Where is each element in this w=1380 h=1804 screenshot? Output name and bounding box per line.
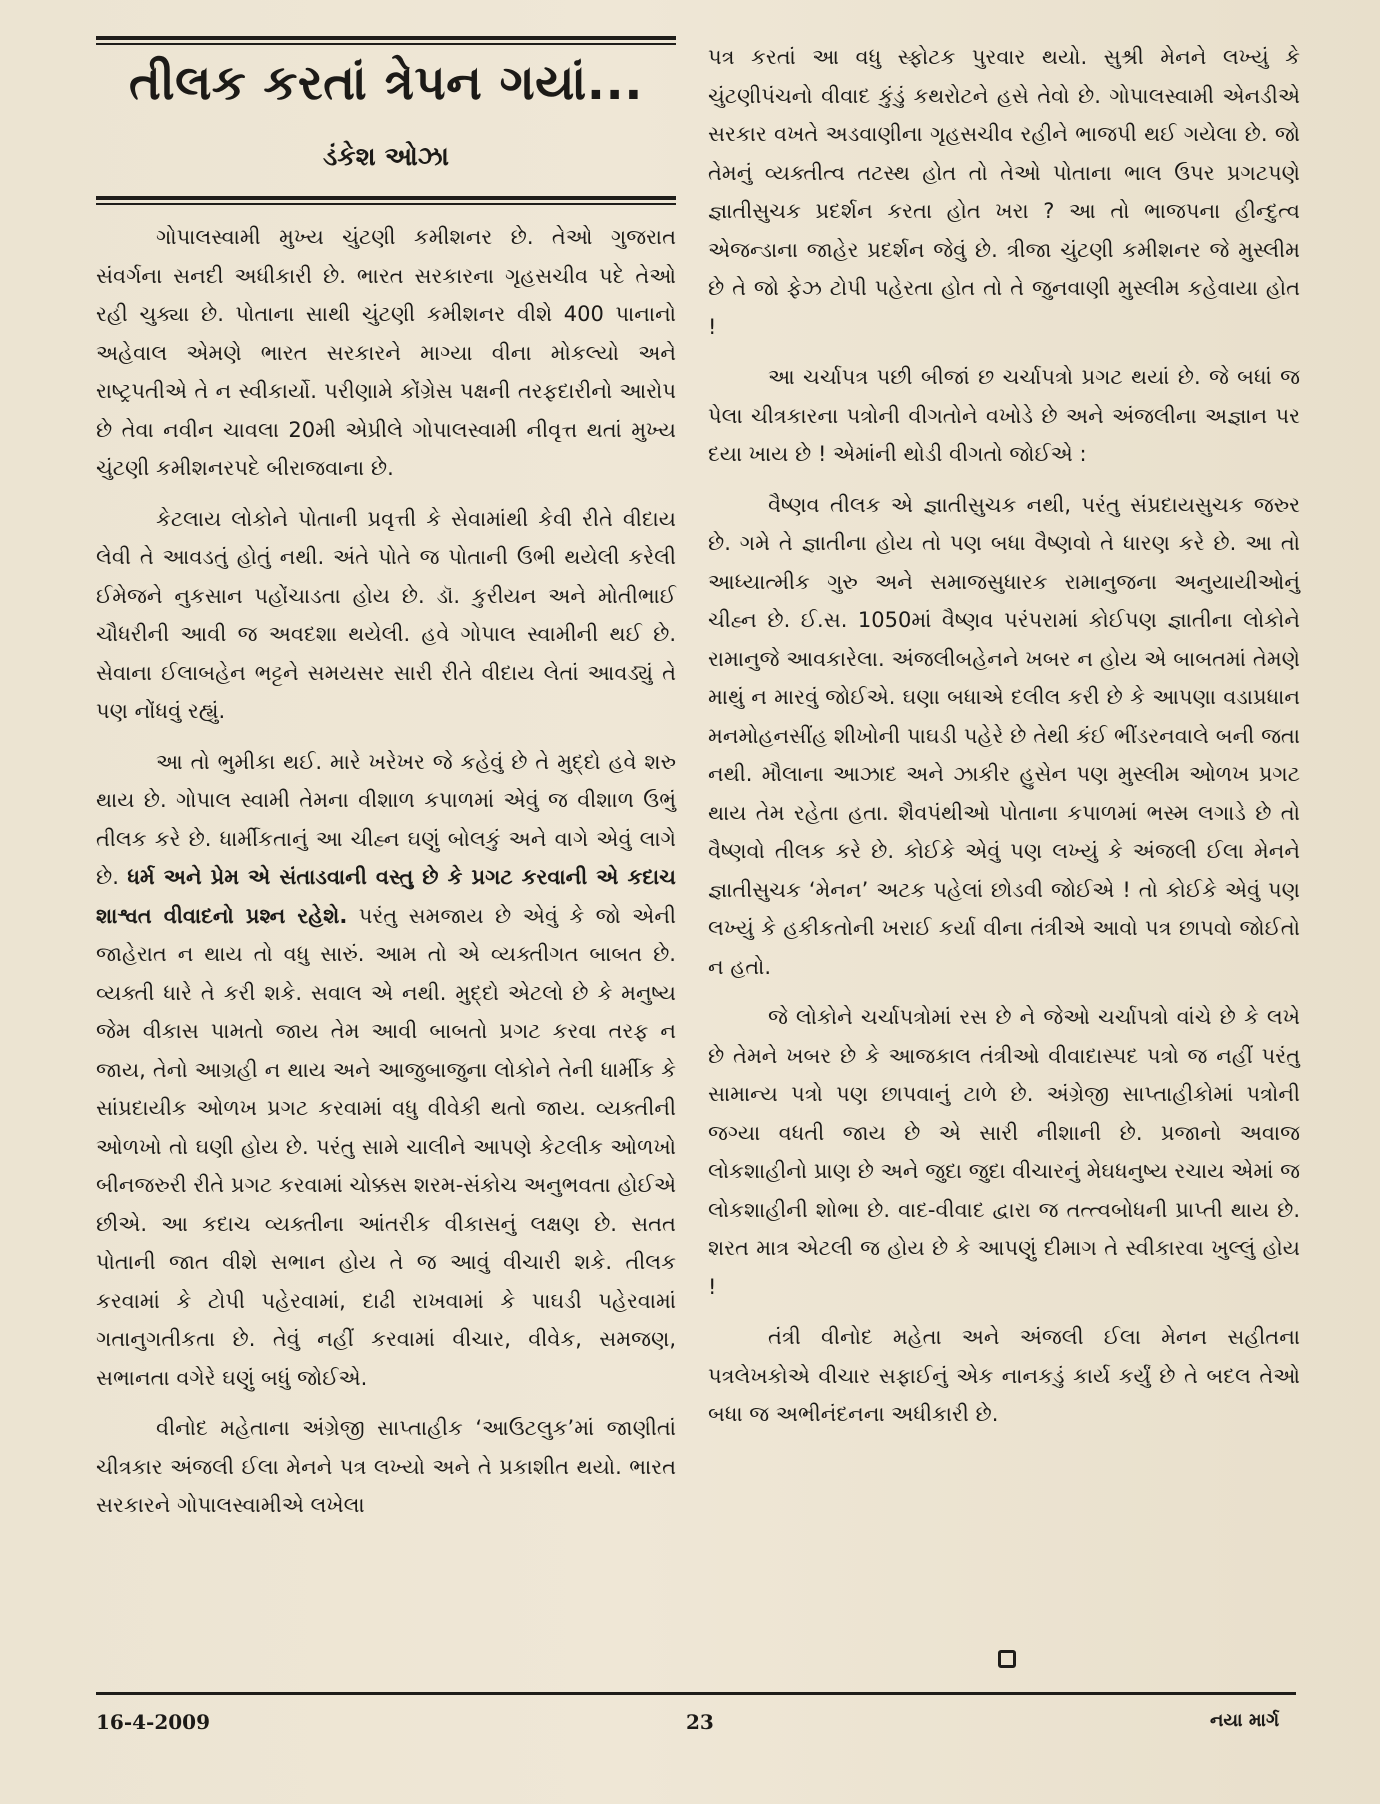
paragraph	[96, 743, 676, 1398]
paragraph-text: આ તો ભુમીકા થઈ. મારે ખરેખર જે કહેવું છે તે મુદ્દો હવે શરુ થાય છે. ગોપાલ સ્વામી તેમના વીશાળ કપાળમાં એવું જ વીશાળ ઉભું તીલક કરે છે. ધાર્મીકતાનું આ ચીહ્ન ઘણું બોલકું અને વાગે એવું લાગે છે.	[96, 749, 676, 889]
paragraph: આ ચર્ચાપત્ર પછી બીજાં છ ચર્ચાપત્રો પ્રગટ થયાં છે. જે બધાં જ પેલા ચીત્રકારના પત્રોની વીગતોને વખોડે છે અને અંજલીના અજ્ઞાન પર દયા ખાય છે ! એમાંની થોડી વીગતો જોઈએ :	[708, 365, 1300, 466]
left-column	[96, 218, 676, 1537]
footer-rule	[96, 1692, 1296, 1695]
paragraph: તંત્રી વીનોદ મહેતા અને અંજલી ઈલા મેનન સહીતના પત્રલેખકોએ વીચાર સફાઈનું એક નાનકડું કાર્ય કર્યું છે તે બદલ તેઓ બધા જ અભીનંદનના અધીકારી છે.	[708, 1325, 1300, 1426]
paragraph: ગોપાલસ્વામી મુખ્ય ચુંટણી કમીશનર છે. તેઓ ગુજરાત સંવર્ગના સનદી અધીકારી છે. ભારત સરકારના ગૃહસચીવ પદે તેઓ રહી ચુક્યા છે. પોતાના સાથી ચુંટણી કમીશનર વીશે 400 પાનાનો અહેવાલ એમણે ભારત સરકારને માગ્યા વીના મોકલ્યો અને રાષ્ટ્રપતીએ તે ન સ્વીકાર્યો. પરીણામે કોંગ્રેસ પક્ષની તરફદારીનો આરોપ છે તેવા નવીન ચાવલા 20મી એપ્રીલે ગોપાલસ્વામી નીવૃત્ત થતાં મુખ્ય ચુંટણી કમીશનરપદે બીરાજવાના છે.	[96, 225, 676, 480]
paragraph-continued: પત્ર કરતાં આ વધુ સ્ફોટક પુરવાર થયો. સુશ્રી મેનને લખ્યું કે ચુંટણીપંચનો વીવાદ કુંડું કથરોટને હસે તેવો છે. ગોપાલસ્વામી એનડીએ સરકાર વખતે અડવાણીના ગૃહસચીવ રહીને ભાજપી થઈ ગયેલા છે. જો તેમનું વ્યક્તીત્વ તટસ્થ હોત તો તેઓ પોતાના ભાલ ઉપર પ્રગટપણે જ્ઞાતીસુચક પ્રદર્શન કરતા હોત ખરા ? આ તો ભાજપના હીન્દુત્વ એજન્ડાના જાહેર પ્રદર્શન જેવું છે. ત્રીજા ચુંટણી કમીશનર જે મુસ્લીમ છે તે જો ફેઝ ટોપી પહેરતા હોત તો તે જુનવાણી મુસ્લીમ કહેવાયા હોત !	[708, 45, 1300, 339]
paragraph: કેટલાય લોકોને પોતાની પ્રવૃત્તી કે સેવામાંથી કેવી રીતે વીદાય લેવી તે આવડતું હોતું નથી. અંતે પોતે જ પોતાની ઉભી થયેલી કરેલી ઈમેજને નુકસાન પહોંચાડતા હોય છે. ડૉ. કુરીયન અને મોતીભાઈ ચૌધરીની આવી જ અવદશા થયેલી. હવે ગોપાલ સ્વામીની થઈ છે. સેવાના ઈલાબહેન ભટ્ટને સમયસર સારી રીતે વીદાય લેતાં આવડ્યું તે પણ નોંધવું રહ્યું.	[96, 506, 676, 723]
publication-name: નયા માર્ગ	[1210, 1710, 1280, 1731]
paragraph-text: પરંતુ સમજાય છે એવું કે જો એની જાહેરાત ન થાય તો વધુ સારું. આમ તો એ વ્યક્તીગત બાબત છે. વ્યક્તી ધારે તે કરી શકે. સવાલ એ નથી. મુદ્દો એટલો છે કે મનુષ્ય જેમ વીકાસ પામતો જાય તેમ આવી બાબતો પ્રગટ કરવા તરફ ન જાય, તેનો આગ્રહી ન થાય અને આજુબાજુના લોકોને તેની ધાર્મીક કે સાંપ્રદાયીક ઓળખ પ્રગટ કરવામાં વધુ વીવેકી થતો જાય. વ્યક્તીની ઓળખો તો ઘણી હોય છે. પરંતુ સામે ચાલીને આપણે કેટલીક ઓળખો બીનજરુરી રીતે પ્રગટ કરવામાં ચોક્કસ શરમ-સંકોચ અનુભવતા હોઈએ છીએ. આ કદાચ વ્યક્તીના આંતરીક વીકાસનું લક્ષણ છે. સતત પોતાની જાત વીશે સભાન હોય તે જ આવું વીચારી શકે. તીલક કરવામાં કે ટોપી પહેરવામાં, દાઢી રાખવામાં કે પાઘડી પહેરવામાં ગતાનુગતીકતા છે. તેવું નહીં કરવામાં વીચાર, વીવેક, સમજણ, સભાનતા વગેરે ઘણું બધું જોઈએ.	[96, 903, 676, 1390]
end-of-article-square-icon	[998, 1650, 1016, 1668]
paragraph: જે લોકોને ચર્ચાપત્રોમાં રસ છે ને જેઓ ચર્ચાપત્રો વાંચે છે કે લખે છે તેમને ખબર છે કે આજકાલ તંત્રીઓ વીવાદાસ્પદ પત્રો જ નહીં પરંતુ સામાન્ય પત્રો પણ છાપવાનું ટાળે છે. અંગ્રેજી સાપ્તાહીકોમાં પત્રોની જગ્યા વધતી જાય છે એ સારી નીશાની છે. પ્રજાનો અવાજ લોકશાહીનો પ્રાણ છે અને જુદા જુદા વીચારનું મેઘધનુષ્ય રચાય એમાં જ લોકશાહીની શોભા છે. વાદ-વીવાદ દ્વારા જ તત્ત્વબોધની પ્રાપ્તી થાય છે. શરત માત્ર એટલી જ હોય છે કે આપણું દીમાગ તે સ્વીકારવા ખુલ્લું હોય !	[708, 1005, 1300, 1299]
page-number: 23	[686, 1710, 714, 1734]
paragraph: વીનોદ મહેતાના અંગ્રેજી સાપ્તાહીક ‘આઉટલુક’માં જાણીતાં ચીત્રકાર અંજલી ઈલા મેનને પત્ર લખ્યો અને તે પ્રકાશીત થયો. ભારત સરકારને ગોપાલસ્વામીએ લખેલા	[96, 1416, 676, 1517]
issue-date: 16-4-2009	[96, 1710, 211, 1734]
article-author: ડંકેશ ઓઝા	[323, 142, 449, 172]
title-top-rule	[96, 36, 676, 45]
bold-emphasis-text: ધર્મ અને પ્રેમ એ સંતાડવાની વસ્તુ છે કે પ્રગટ કરવાની એ કદાચ શાશ્વત વીવાદનો પ્રશ્ન રહેશે.	[96, 865, 676, 928]
article-title: તીલક કરતાં ત્રેપન ગયાં...	[129, 55, 643, 111]
right-column	[708, 38, 1300, 1446]
title-bottom-rule	[96, 196, 676, 205]
paragraph: વૈષ્ણવ તીલક એ જ્ઞાતીસુચક નથી, પરંતુ સંપ્રદાયસુચક જરુર છે. ગમે તે જ્ઞાતીના હોય તો પણ બધા વૈષ્ણવો તે ધારણ કરે છે. આ તો આધ્યાત્મીક ગુરુ અને સમાજસુધારક રામાનુજના અનુયાયીઓનું ચીહ્ન છે. ઈ.સ. 1050માં વૈષ્ણવ પરંપરામાં કોઈપણ જ્ઞાતીના લોકોને રામાનુજે આવકારેલા. અંજલીબહેનને ખબર ન હોય એ બાબતમાં તેમણે માથું ન મારવું જોઈએ. ઘણા બધાએ દલીલ કરી છે કે આપણા વડાપ્રધાન મનમોહનસીંહ શીખોની પાઘડી પહેરે છે તેથી કંઈ ભીંડરનવાલે બની જતા નથી. મૌલાના આઝાદ અને ઝાકીર હુસેન પણ મુસ્લીમ ઓળખ પ્રગટ થાય તેમ રહેતા હતા. શૈવપંથીઓ પોતાના કપાળમાં ભસ્મ લગાડે છે તો વૈષ્ણવો તીલક કરે છે. કોઈકે એવું પણ લખ્યું કે અંજલી ઈલા મેનને જ્ઞાતીસુચક ‘મેનન’ અટક પહેલાં છોડવી જોઈએ ! તો કોઈકે એવું પણ લખ્યું કે હકીકતોની ખરાઈ કર્યા વીના તંત્રીએ આવો પત્ર છાપવો જોઈતો ન હતો.	[708, 492, 1300, 979]
